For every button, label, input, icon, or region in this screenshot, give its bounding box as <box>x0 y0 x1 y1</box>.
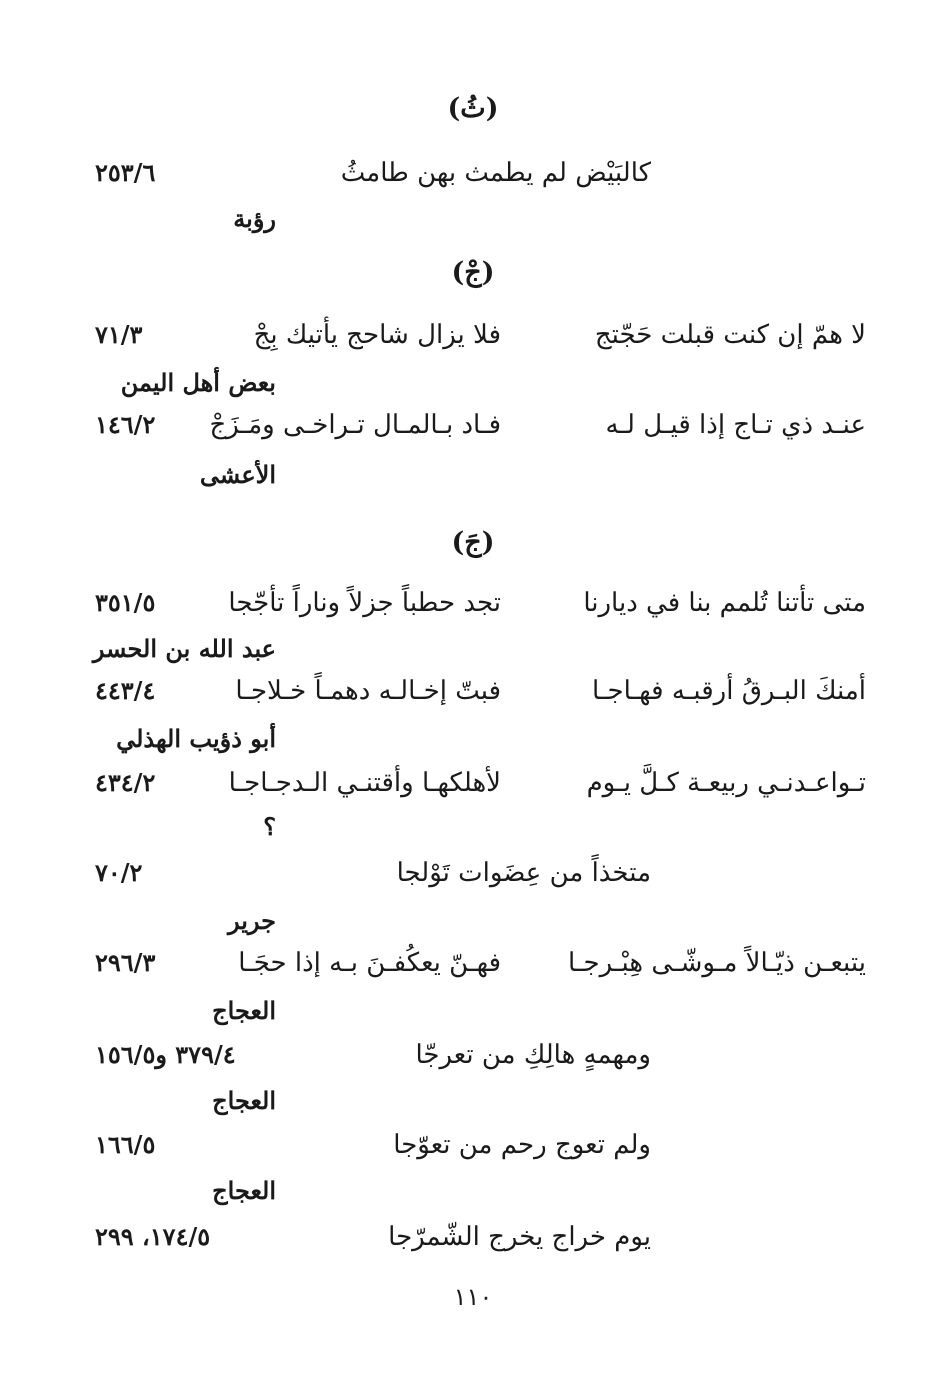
verse-reference: ٤٤٣/٤ <box>95 676 156 705</box>
verse-single: يوم خراج يخرج الشّمرّجا <box>388 1222 651 1252</box>
verse-second-hemistich: لأهلكهـا وأقتنـي الـدجـاجـا <box>228 768 501 798</box>
verse-single: ومهمهٍ هالِكِ من تعرجّا <box>415 1040 651 1070</box>
section-heading: (جْ) <box>451 257 495 288</box>
verse-first-hemistich: أمنكَ البـرقُ أرقبـه فهـاجـا <box>591 676 866 706</box>
verse-second-hemistich: فبتّ إخـالـه دهمـاً خـلاجـا <box>235 676 501 706</box>
verse-single: ولم تعوج رحم من تعوّجا <box>393 1130 651 1160</box>
verse-reference: ٢٥٣/٦ <box>95 158 156 187</box>
poet-name: رؤبة <box>233 204 276 233</box>
verse-reference: ١٦٦/٥ <box>95 1130 156 1159</box>
verse-first-hemistich: متى تأتنا تُلمم بنا في ديارنا <box>583 588 866 618</box>
verse-reference: ٢٩٦/٣ <box>95 948 156 977</box>
page-number: ١١٠ <box>453 1283 493 1311</box>
section-heading: (جَ) <box>451 527 495 558</box>
section-heading: (ثُ) <box>447 93 499 124</box>
verse-reference: ٧١/٣ <box>95 320 143 349</box>
poet-name: العجاج <box>212 1086 276 1115</box>
verse-first-hemistich: تـواعـدنـي ربيعـة كـلَّ يـوم <box>586 768 866 798</box>
poet-name: ؟ <box>263 812 276 841</box>
poet-name: العجاج <box>212 996 276 1025</box>
verse-first-hemistich: عنـد ذي تـاج إذا قيـل لـه <box>605 410 866 440</box>
verse-reference: ٧٠/٢ <box>95 858 143 887</box>
verse-second-hemistich: فـاد بـالمـال تـراخـى ومَـزَجْ <box>209 410 501 440</box>
verse-reference: ١٧٤/٥، ٢٩٩ <box>95 1222 211 1251</box>
verse-second-hemistich: فلا يزال شاحج يأتيك بِجْ <box>253 320 501 350</box>
verse-reference: ٤٣٤/٢ <box>95 768 156 797</box>
poet-name: بعض أهل اليمن <box>120 368 276 397</box>
verse-reference: ٣٥١/٥ <box>95 588 156 617</box>
verse-second-hemistich: تجد حطباً جزلاً وناراً تأجّجا <box>228 588 501 618</box>
verse-reference: ٣٧٩/٤ و١٥٦/٥ <box>95 1040 236 1069</box>
verse-first-hemistich: لا همّ إن كنت قبلت حَجّتج <box>594 320 866 350</box>
verse-single: كالبَيْض لم يطمث بهن طامثُ <box>340 158 651 188</box>
verse-first-hemistich: يتبعـن ذيّـالاً مـوشّـى هِبْـرجـا <box>567 948 866 978</box>
poet-name: أبو ذؤيب الهذلي <box>116 724 276 753</box>
poet-name: جرير <box>228 906 276 935</box>
poet-name: العجاج <box>212 1176 276 1205</box>
poet-name: عبد الله بن الحسر <box>92 634 276 663</box>
verse-second-hemistich: فهـنّ يعكُفـنَ بـه إذا حجَـا <box>238 948 501 978</box>
verse-single: متخذاً من عِضَوات تَوْلجا <box>396 858 651 888</box>
poet-name: الأعشى <box>199 460 276 489</box>
verse-reference: ١٤٦/٢ <box>95 410 156 439</box>
